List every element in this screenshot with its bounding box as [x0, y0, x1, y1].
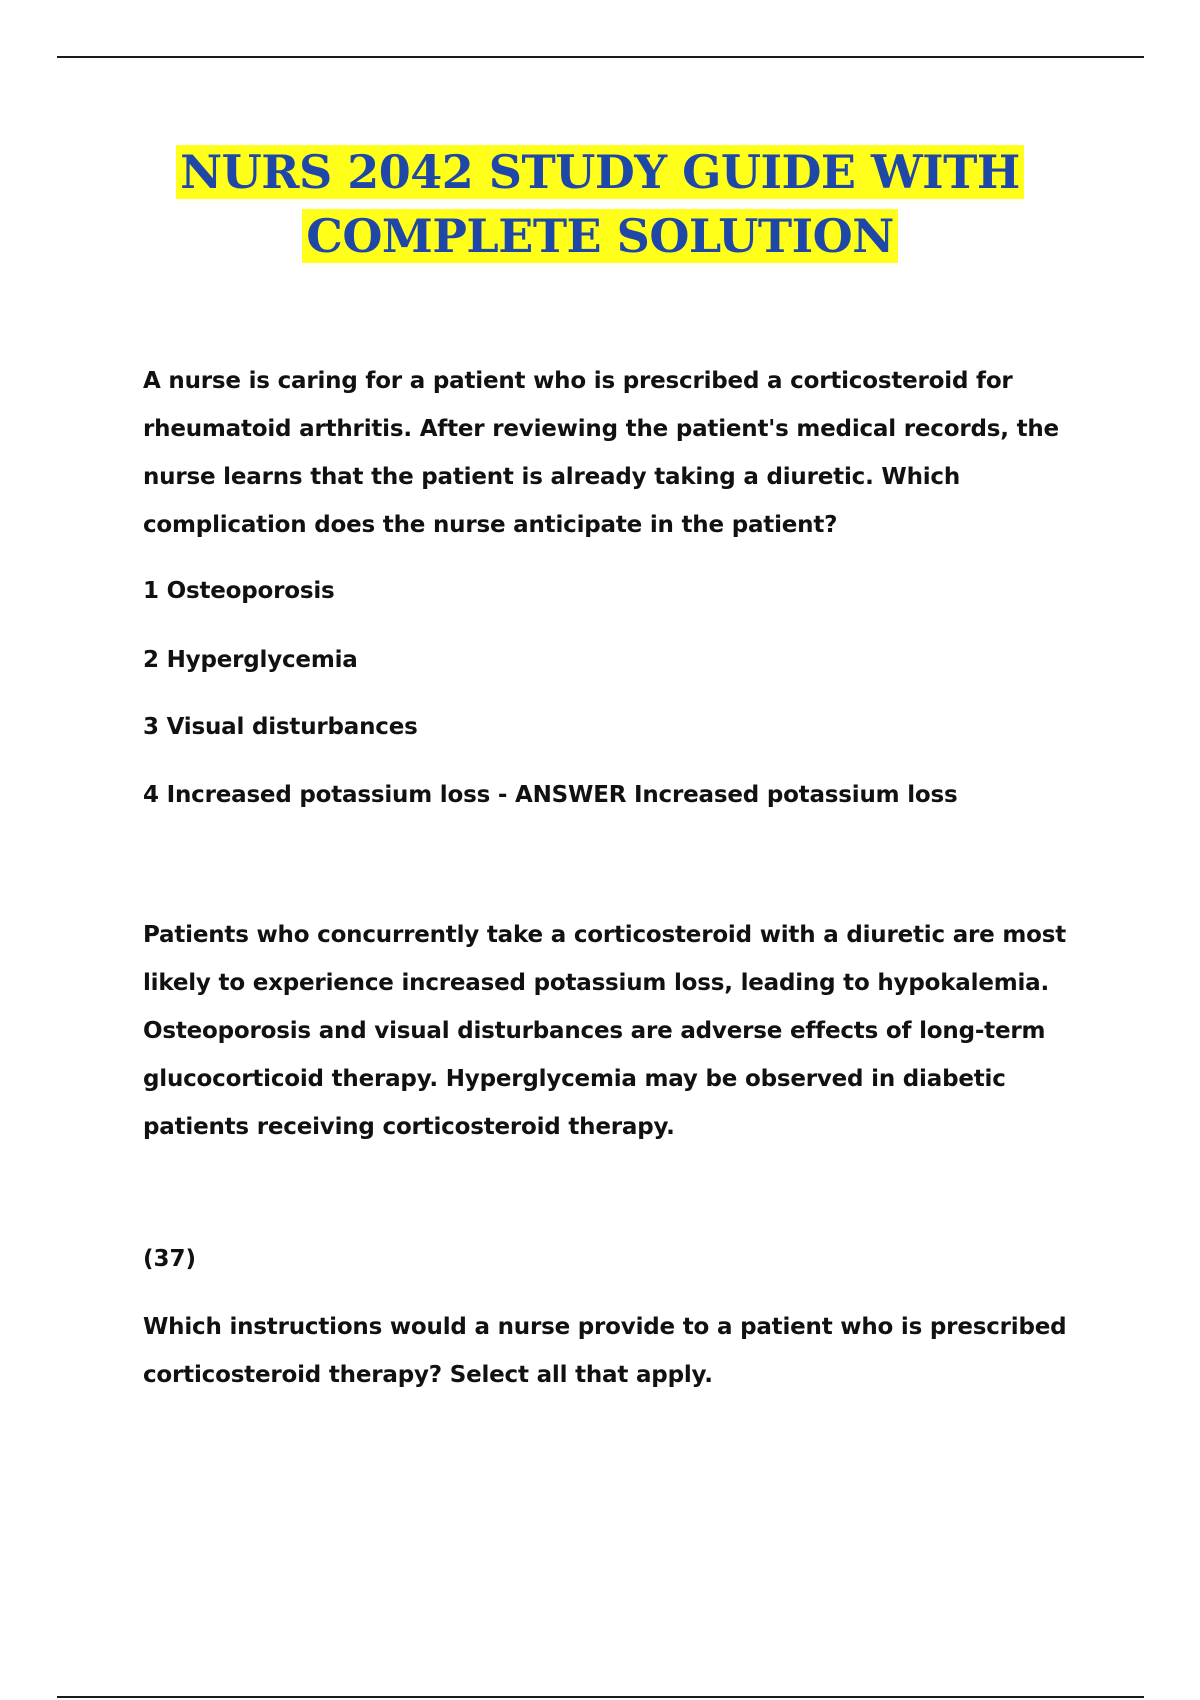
document-title: [0, 140, 1200, 268]
footer-rule: [57, 1696, 1144, 1698]
header-rule: [57, 56, 1144, 58]
question-2-stem: Which instructions would a nurse provide to a patient who is prescribed corticosteroid therapy? Select all that apply.: [143, 1314, 1067, 1388]
title-line-2: COMPLETE SOLUTION: [302, 209, 898, 263]
question-2-number: (37): [143, 1246, 197, 1272]
question-1-rationale: Patients who concurrently take a corticosteroid with a diuretic are most likely to experience increased potassium loss, leading to hypokalemia. Osteoporosis and visual disturbances are adverse effects of long-term glucocorticoid therapy. Hyperglycemia may be observed in diabetic patients receiving corticosteroid therapy.: [143, 922, 1067, 1140]
question-1-option: 3 Visual disturbances: [143, 714, 418, 740]
question-1-option: 2 Hyperglycemia: [143, 647, 358, 673]
question-1-option: 1 Osteoporosis: [143, 578, 335, 604]
title-line-1: NURS 2042 STUDY GUIDE WITH: [176, 145, 1024, 199]
question-1-stem: A nurse is caring for a patient who is prescribed a corticosteroid for rheumatoid arthritis. After reviewing the patient's medical records, the nurse learns that the patient is already taking a diuretic. Which complication does the nurse anticipate in the patient?: [143, 368, 1059, 538]
question-1-option-answer: 4 Increased potassium loss - ANSWER Increased potassium loss: [143, 782, 958, 808]
